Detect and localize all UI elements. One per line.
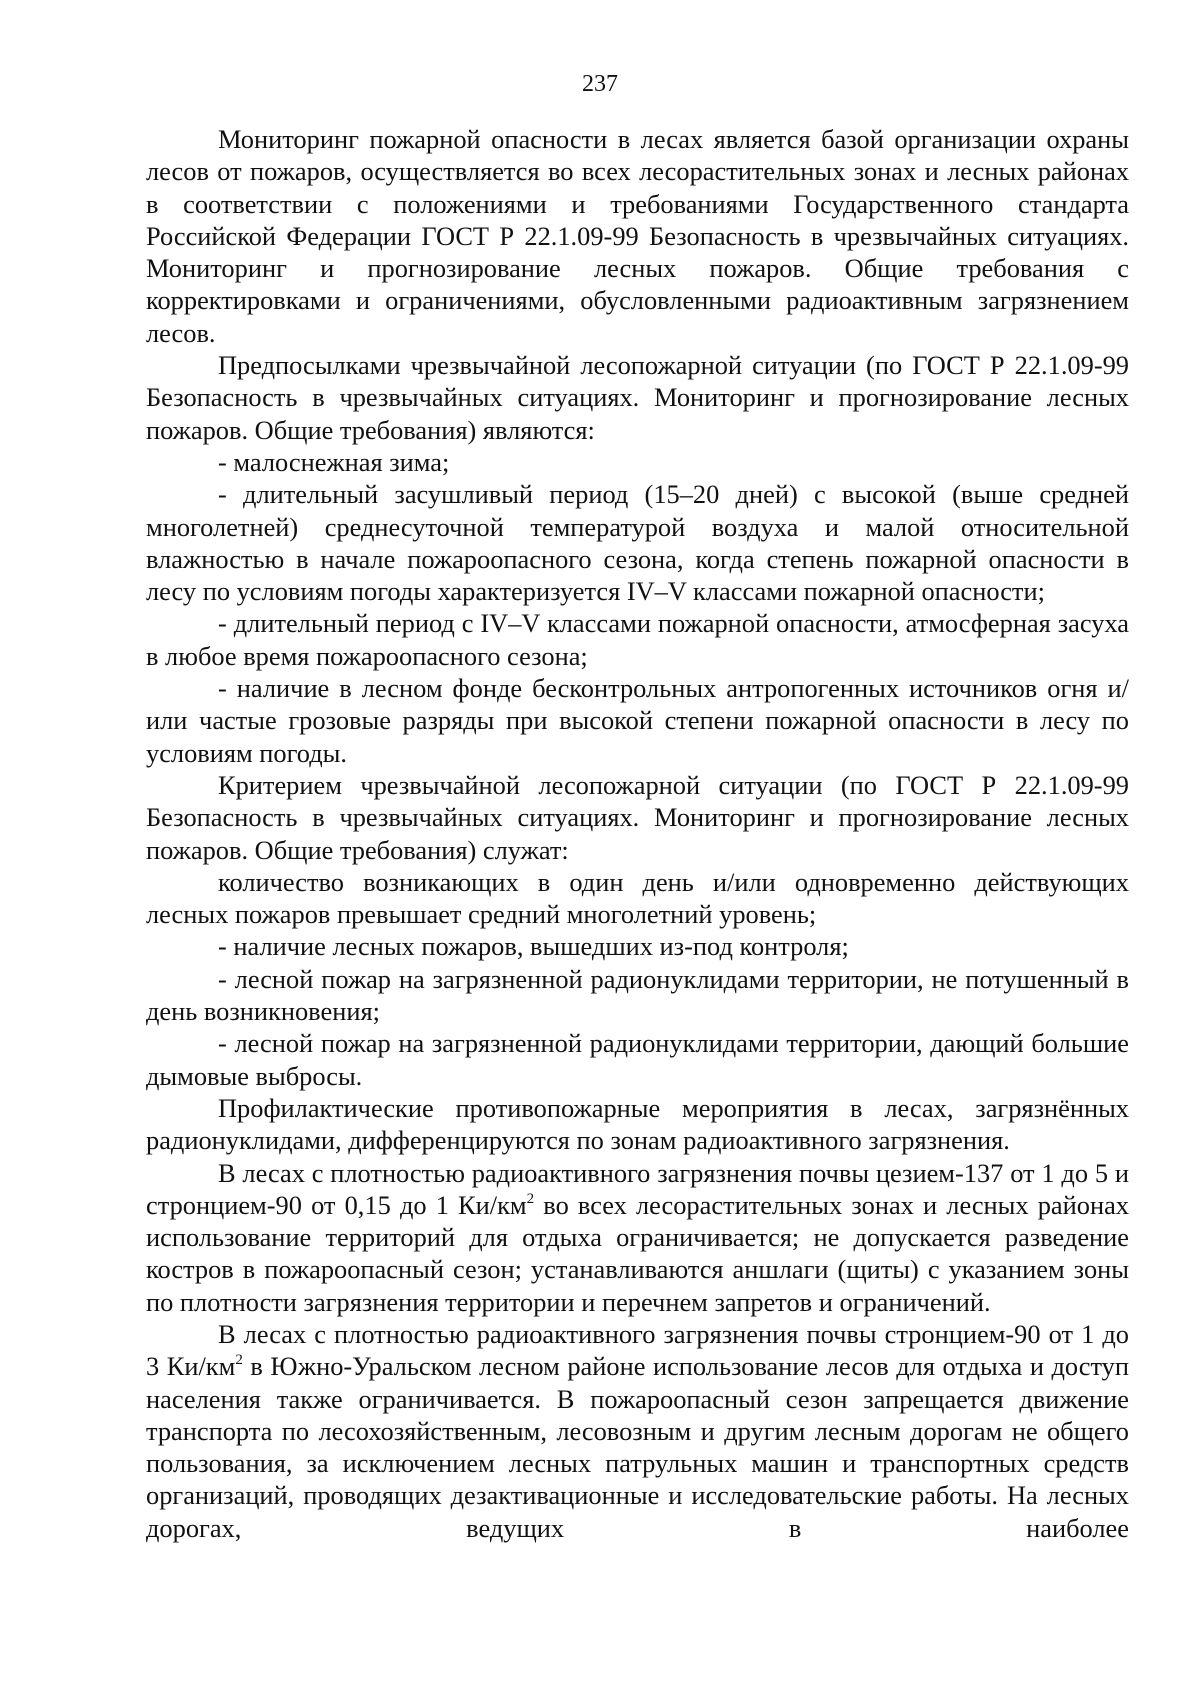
paragraph-strontium-zone [146,1318,1129,1544]
strontium-text-after: в Южно-Уральском лесном районе использование лесов для отдыха и доступ населения также ограничивается. В пожароопасный сезон запрещается движение транспорта по лесохозяйственным, лесовозным и другим лесным дорогам не общего пользования, за исключением лесных патрульных машин и транспортных средств организаций, проводящих дезактивационные и исследовательские работы. На лесных дорогах, ведущих в наиболее [146,1351,1129,1543]
document-body [146,123,1129,1544]
list-item-prerequisite-2: - длительный засушливый период (15–20 дней) с высокой (выше средней многолетней) среднесуточной температурой воздуха и малой относительной влажностью в начале пожароопасного сезона, когда степень пожарной опасности в лесу по условиям погоды характеризуется IV–V классами пожарной опасности; [146,479,1129,607]
cesium-text-before: В лесах с плотностью радиоактивного загрязнения почвы цезием-137 от 1 до 5 и стронцием-90 от 0,15 до 1 Ки/км [146,1157,1129,1220]
list-item-prerequisite-3: - длительный период с IV–V классами пожарной опасности, атмосферная засуха в любое время пожароопасного сезона; [146,608,1129,671]
list-item-criterion-4: - лесной пожар на загрязненной радионуклидами территории, дающий большие дымовые выбросы. [146,1028,1129,1091]
list-item-criterion-2: - наличие лесных пожаров, вышедших из-под контроля; [218,931,849,962]
list-item-criterion-3: - лесной пожар на загрязненной радионуклидами территории, не потушенный в день возникновения; [146,963,1129,1027]
cesium-unit-superscript: 2 [526,1190,535,1207]
strontium-unit-superscript: 2 [235,1352,243,1369]
list-item-criterion-1: количество возникающих в один день и/или одновременно действующих лесных пожаров превышает средний многолетний уровень; [146,866,1129,930]
page-number: 237 [582,71,618,97]
list-item-prerequisite-1: - малоснежная зима; [218,446,450,477]
paragraph-preventive-measures: Профилактические противопожарные мероприятия в лесах, загрязнённых радионуклидами, дифференцируются по зонам радиоактивного загрязнения. [146,1092,1129,1156]
cesium-text-after: во всех лесорастительных зонах и лесных районах использование территорий для отдыха ограничивается; не допускается разведение костров в пожароопасный сезон; устанавливаются аншлаги (щиты) с указанием зоны по плотности загрязнения территории и перечнем запретов и ограничений. [146,1189,1129,1317]
paragraph-cesium-zone [146,1157,1129,1318]
list-item-prerequisite-4: - наличие в лесном фонде бесконтрольных антропогенных источников огня и/или частые грозовые разряды при высокой степени пожарной опасности в лесу по условиям погоды. [146,673,1129,768]
strontium-text-before: В лесах с плотностью радиоактивного загрязнения почвы стронцием-90 от 1 до 3 Ки/км [146,1318,1129,1382]
paragraph-prerequisites-intro: Предпосылками чрезвычайной лесопожарной ситуации (по ГОСТ Р 22.1.09-99 Безопасность в чрезвычайных ситуациях. Мониторинг и прогнозирование лесных пожаров. Общие требования) являются: [146,350,1129,445]
paragraph-monitoring-intro: Мониторинг пожарной опасности в лесах является базой организации охраны лесов от пожаров, осуществляется во всех лесорастительных зонах и лесных районах в соответствии с положениями и требованиями Государственного стандарта Российской Федерации ГОСТ Р 22.1.09-99 Безопасность в чрезвычайных ситуациях. Мониторинг и прогнозирование лесных пожаров. Общие требования с корректировками и ограничениями, обусловленными радиоактивным загрязнением лесов. [146,124,1129,348]
paragraph-criteria-intro: Критерием чрезвычайной лесопожарной ситуации (по ГОСТ Р 22.1.09-99 Безопасность в чрезвычайных ситуациях. Мониторинг и прогнозирование лесных пожаров. Общие требования) служат: [146,769,1129,865]
